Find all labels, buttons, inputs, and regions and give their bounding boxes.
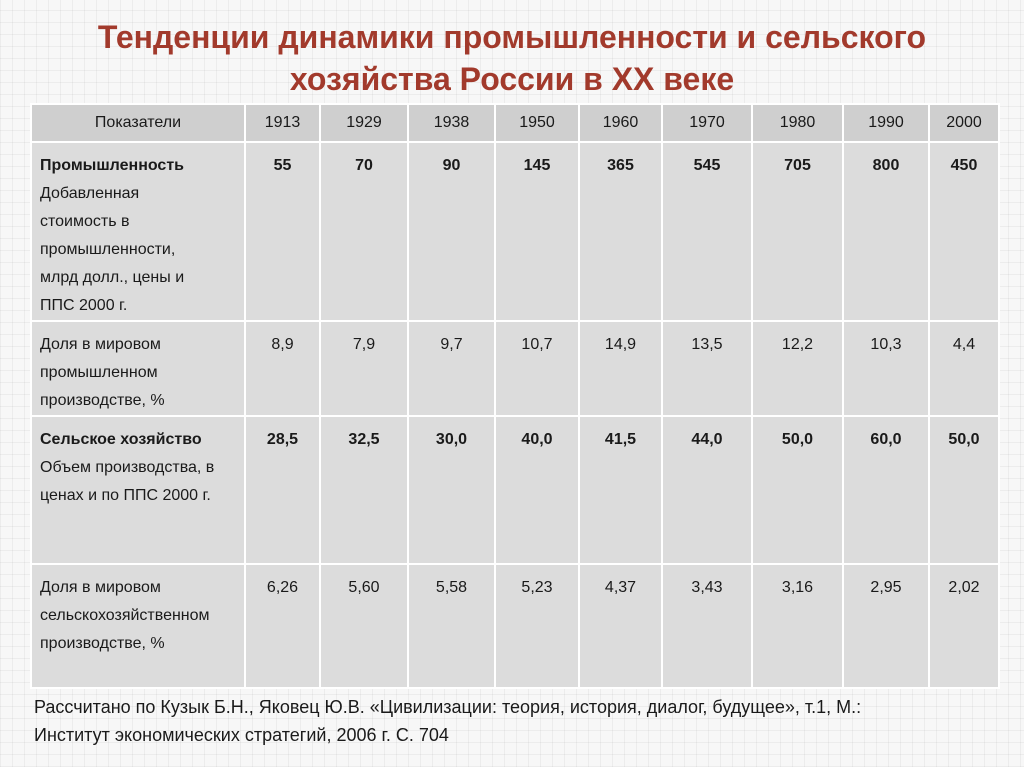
source-note bbox=[34, 693, 994, 749]
header-year: 1970 bbox=[662, 104, 752, 142]
table-cell: 2,02 bbox=[929, 564, 999, 688]
table-row bbox=[31, 321, 999, 416]
table-cell: 12,2 bbox=[752, 321, 843, 416]
table-row bbox=[31, 142, 999, 321]
table-cell: 6,26 bbox=[245, 564, 320, 688]
table-cell: 28,5 bbox=[245, 416, 320, 564]
header-row bbox=[31, 104, 999, 142]
row-label-line: Доля в мировом bbox=[40, 579, 161, 596]
row-label-line: млрд долл., цены и bbox=[40, 269, 185, 286]
header-year: 1950 bbox=[495, 104, 579, 142]
table-cell: 50,0 bbox=[752, 416, 843, 564]
table-cell: 800 bbox=[843, 142, 929, 321]
table-row bbox=[31, 416, 999, 564]
table-cell: 705 bbox=[752, 142, 843, 321]
table-cell: 3,43 bbox=[662, 564, 752, 688]
page-title bbox=[60, 16, 964, 100]
row-label bbox=[31, 416, 245, 564]
title-line-2: хозяйства России в XX веке bbox=[289, 61, 735, 97]
table-cell: 55 bbox=[245, 142, 320, 321]
table-cell: 60,0 bbox=[843, 416, 929, 564]
table-cell: 10,7 bbox=[495, 321, 579, 416]
header-year: 1913 bbox=[245, 104, 320, 142]
row-label bbox=[31, 321, 245, 416]
table-cell: 90 bbox=[408, 142, 495, 321]
table-cell: 30,0 bbox=[408, 416, 495, 564]
table-cell: 3,16 bbox=[752, 564, 843, 688]
table-cell: 10,3 bbox=[843, 321, 929, 416]
data-table bbox=[30, 103, 1000, 689]
header-year: 1938 bbox=[408, 104, 495, 142]
table-body bbox=[31, 142, 999, 688]
row-label-line: ценах и по ППС 2000 г. bbox=[40, 487, 211, 504]
row-title: Сельское хозяйство bbox=[40, 431, 202, 448]
table-cell: 2,95 bbox=[843, 564, 929, 688]
table-cell: 4,37 bbox=[579, 564, 662, 688]
table-cell: 7,9 bbox=[320, 321, 408, 416]
table-cell: 32,5 bbox=[320, 416, 408, 564]
table-cell: 5,58 bbox=[408, 564, 495, 688]
table-cell: 41,5 bbox=[579, 416, 662, 564]
table-cell: 365 bbox=[579, 142, 662, 321]
row-label-line: промышленности, bbox=[40, 241, 176, 258]
table-row bbox=[31, 564, 999, 688]
table-cell: 9,7 bbox=[408, 321, 495, 416]
table-cell: 5,60 bbox=[320, 564, 408, 688]
table-cell: 545 bbox=[662, 142, 752, 321]
table-cell: 50,0 bbox=[929, 416, 999, 564]
row-label-line: Добавленная bbox=[40, 185, 140, 202]
table-cell: 5,23 bbox=[495, 564, 579, 688]
row-label bbox=[31, 142, 245, 321]
source-line-1: Рассчитано по Кузык Б.Н., Яковец Ю.В. «Цивилизации: теория, история, диалог, будущее», т.1, М.: bbox=[34, 697, 862, 717]
row-label-line: промышленном bbox=[40, 364, 158, 381]
row-label-line: сельскохозяйственном bbox=[40, 607, 210, 624]
table-cell: 8,9 bbox=[245, 321, 320, 416]
header-year: 1990 bbox=[843, 104, 929, 142]
table-cell: 70 bbox=[320, 142, 408, 321]
table-cell: 44,0 bbox=[662, 416, 752, 564]
header-year: 1960 bbox=[579, 104, 662, 142]
row-label-line: производстве, % bbox=[40, 392, 165, 409]
header-year: 2000 bbox=[929, 104, 999, 142]
table-cell: 450 bbox=[929, 142, 999, 321]
table-cell: 13,5 bbox=[662, 321, 752, 416]
row-label-line: ППС 2000 г. bbox=[40, 297, 128, 314]
title-line-1: Тенденции динамики промышленности и сельского bbox=[97, 19, 927, 55]
table-cell: 40,0 bbox=[495, 416, 579, 564]
header-year: 1980 bbox=[752, 104, 843, 142]
row-title: Промышленность bbox=[40, 157, 184, 174]
row-label-line: Объем производства, в bbox=[40, 459, 215, 476]
source-line-2: Институт экономических стратегий, 2006 г. С. 704 bbox=[34, 725, 449, 745]
row-label bbox=[31, 564, 245, 688]
table-cell: 145 bbox=[495, 142, 579, 321]
row-label-line: производстве, % bbox=[40, 635, 165, 652]
table-header bbox=[31, 104, 999, 142]
row-label-line: Доля в мировом bbox=[40, 336, 161, 353]
table-cell: 14,9 bbox=[579, 321, 662, 416]
row-label-line: стоимость в bbox=[40, 213, 130, 230]
header-year: 1929 bbox=[320, 104, 408, 142]
header-label: Показатели bbox=[31, 104, 245, 142]
table-cell: 4,4 bbox=[929, 321, 999, 416]
